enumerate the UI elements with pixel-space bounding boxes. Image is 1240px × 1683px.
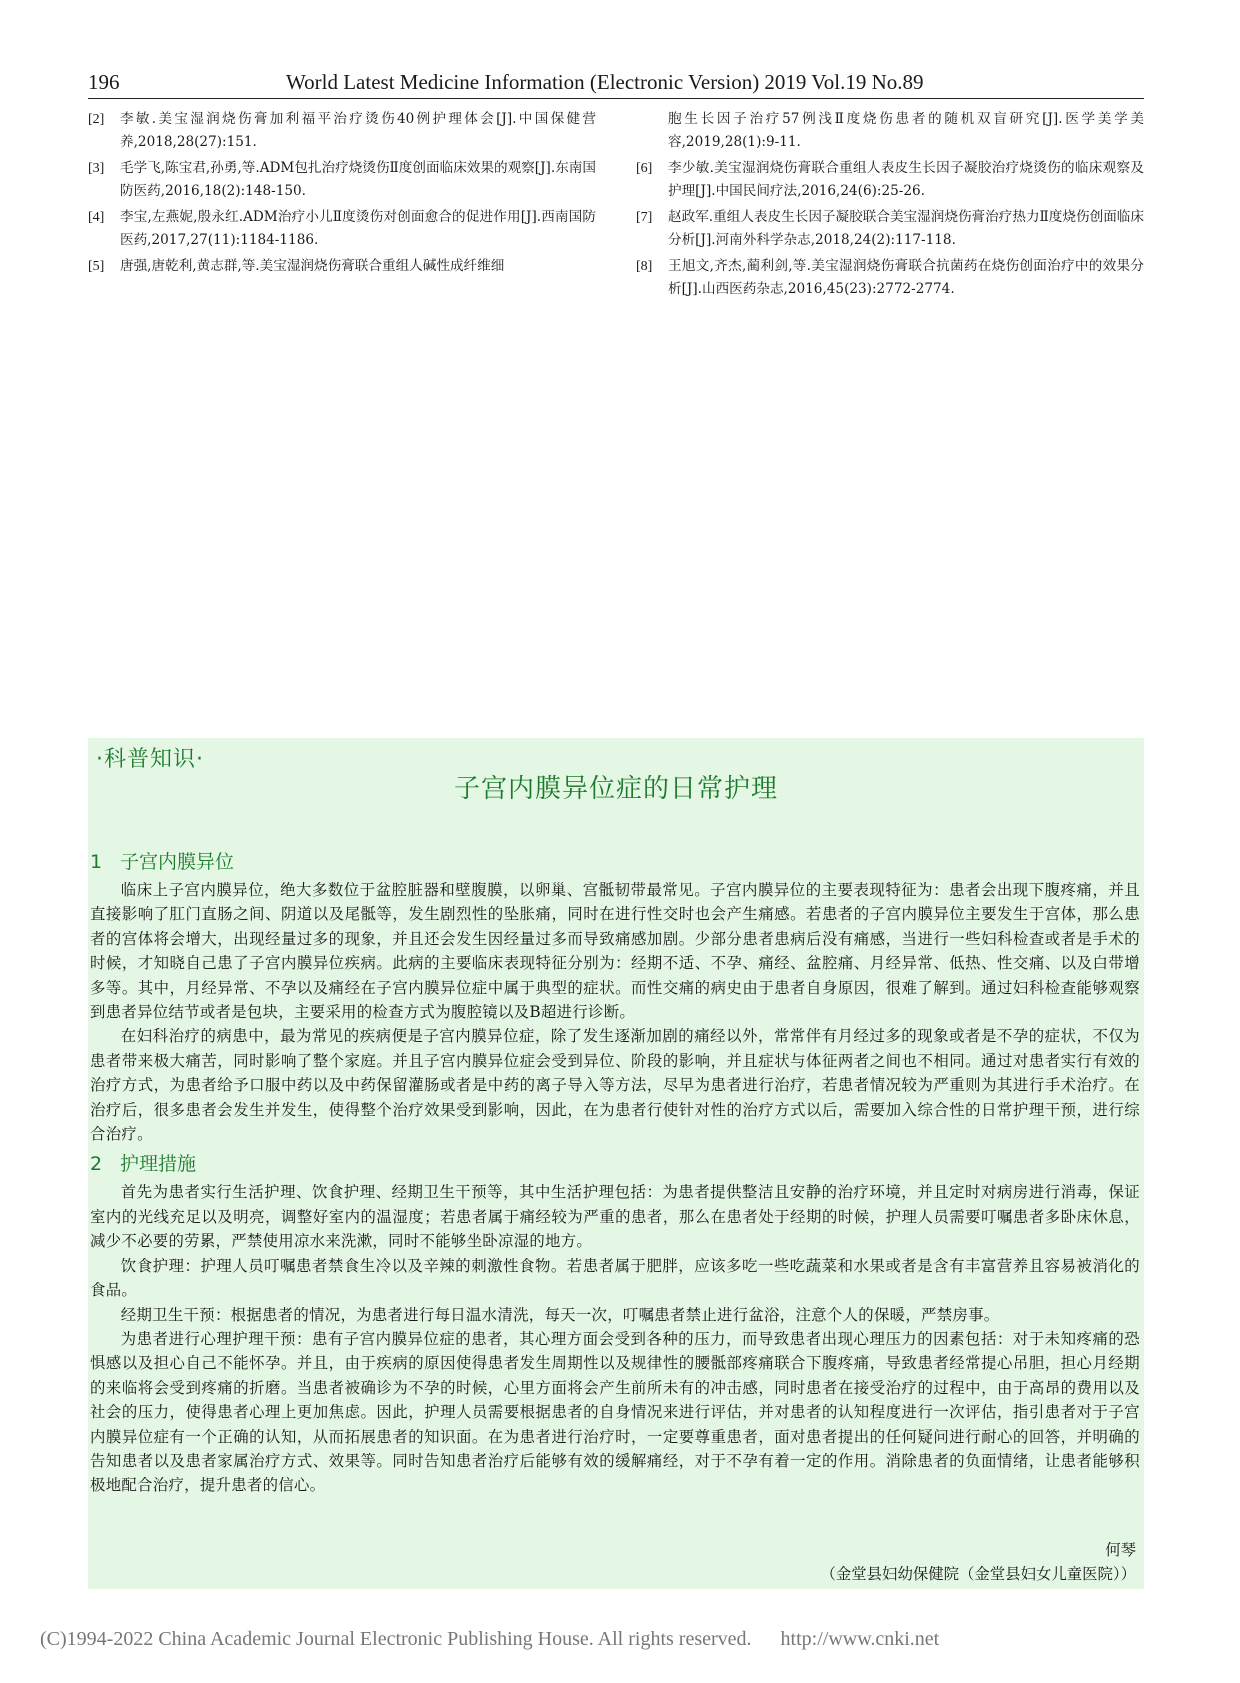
page-number: 196 <box>88 70 120 94</box>
article-title: 子宫内膜异位症的日常护理 <box>453 774 778 804</box>
paragraph: 首先为患者实行生活护理、饮食护理、经期卫生干预等，其中生活护理包括：为患者提供整洁且安静的治疗环境，并且定时对病房进行消毒，保证室内的光线充足以及明亮，调整好室内的温湿度；若患者属于痛经较为严重的患者，那么在患者处于经期的时候，护理人员需要叮嘱患者多卧床休息，减少不必要的劳累，严禁使用凉水来洗漱，同时不能够坐卧凉湿的地方。 <box>90 1183 1140 1251</box>
popular-science-article <box>88 738 1144 1589</box>
reference-number: [4] <box>88 210 105 225</box>
running-header <box>88 70 1144 96</box>
section-heading <box>90 1150 1140 1178</box>
reference-text: 李少敏.美宝湿润烧伤膏联合重组人表皮生长因子凝胶治疗烧烫伤的临床观察及护理[J].中国民间疗法,2016,24(6):25-26. <box>668 160 1144 199</box>
references-right-column <box>636 108 1144 304</box>
journal-title: World Latest Medicine Information (Electronic Version) 2019 Vol.19 No.89 <box>286 70 924 94</box>
reference-text: 李宝,左燕妮,殷永红.ADM治疗小儿Ⅱ度烫伤对创面愈合的促进作用[J].西南国防医药,2017,27(11):1184-1186. <box>120 209 596 248</box>
reference-continuation <box>636 108 1144 154</box>
author-signature <box>820 1538 1136 1586</box>
section-heading-text: 护理措施 <box>120 1153 197 1176</box>
reference-text: 李敏.美宝湿润烧伤膏加利福平治疗烫伤40例护理体会[J].中国保健营养,2018,28(27):151. <box>120 111 596 150</box>
paragraph: 为患者进行心理护理干预：患有子宫内膜异位症的患者，其心理方面会受到各种的压力，而导致患者出现心理压力的因素包括：对于未知疼痛的恐惧感以及担心自己不能怀孕。并且，由于疾病的原因使得患者发生周期性以及规律性的腰骶部疼痛联合下腹疼痛，导致患者经常提心吊胆，担心月经期的来临将会受到疼痛的折磨。当患者被确诊为不孕的时候，心里方面将会产生前所未有的冲击感，同时患者在接受治疗的过程中，由于高昂的费用以及社会的压力，使得患者心理上更加焦虑。因此，护理人员需要根据患者的自身情况来进行评估，并对患者的认知程度进行一次评估，指引患者对于子宫内膜异位症有一个正确的认知，从而拓展患者的知识面。在为患者进行治疗时，一定要尊重患者，面对患者提出的任何疑问进行耐心的回答，并明确的告知患者以及患者家属治疗方式、效果等。同时告知患者治疗后能够有效的缓解痛经，对于不孕有着一定的作用。消除患者的负面情绪，让患者能够积极地配合治疗，提升患者的信心。 <box>90 1329 1140 1495</box>
reference-item <box>88 108 596 154</box>
reference-item <box>88 255 596 278</box>
reference-item <box>636 206 1144 252</box>
reference-text: 毛学飞,陈宝君,孙勇,等.ADM包扎治疗烧烫伤Ⅱ度创面临床效果的观察[J].东南国防医药,2016,18(2):148-150. <box>120 160 596 199</box>
references-left-column <box>88 108 596 281</box>
author-name: 何琴 <box>1105 1541 1136 1559</box>
reference-number: [2] <box>88 112 105 127</box>
reference-number: [3] <box>88 161 105 176</box>
reference-item <box>636 157 1144 203</box>
reference-number: [5] <box>88 259 105 274</box>
section-heading-text: 子宫内膜异位 <box>120 851 235 873</box>
reference-number: [6] <box>636 161 653 176</box>
paragraph: 临床上子宫内膜异位，绝大多数位于盆腔脏器和壁腹膜，以卵巢、宫骶韧带最常见。子宫内膜异位的主要表现特征为：患者会出现下腹疼痛，并且直接影响了肛门直肠之间、阴道以及尾骶等，发生剧烈性的坠胀痛，同时在进行性交时也会产生痛感。若患者的子宫内膜异位主要发生于宫体，那么患者的宫体将会增大，出现经量过多的现象，并且还会发生因经量过多而导致痛感加剧。少部分患者患病后没有痛感，当进行一些妇科检查或者是手术的时候，才知晓自己患了子宫内膜异位疾病。此病的主要临床表现特征分别为：经期不适、不孕、痛经、盆腔痛、月经异常、低热、性交痛、以及白带增多等。其中，月经异常、不孕以及痛经在子宫内膜异位症中属于典型的症状。而性交痛的病史由于患者自身原因，很难了解到。通过妇科检查能够观察到患者异位结节或者是包块，主要采用的检查方式为腹腔镜以及B超进行诊断。 <box>90 881 1140 1022</box>
copyright-footer <box>40 1628 939 1651</box>
section-tag: ·科普知识· <box>96 747 204 772</box>
reference-text: 胞生长因子治疗57例浅Ⅱ度烧伤患者的随机双盲研究[J].医学美学美容,2019,28(1):9-11. <box>668 111 1144 150</box>
section-heading <box>90 848 1140 876</box>
reference-number: [8] <box>636 259 653 274</box>
paragraph: 在妇科治疗的病患中，最为常见的疾病便是子宫内膜异位症，除了发生逐渐加剧的痛经以外，常常伴有月经过多的现象或者是不孕的症状，不仅为患者带来极大痛苦，同时影响了整个家庭。并且子宫内膜异位症会受到异位、阶段的影响，并且症状与体征两者之间也不相同。通过对患者实行有效的治疗方式，为患者给予口服中药以及中药保留灌肠或者是中药的离子导入等方法，尽早为患者进行治疗，若患者情况较为严重则为其进行手术治疗。在治疗后，很多患者会发生并发生，使得整个治疗效果受到影响，因此，在为患者行使针对性的治疗方式以后，需要加入综合性的日常护理干预，进行综合治疗。 <box>90 1027 1140 1144</box>
header-rule <box>88 98 1144 99</box>
reference-item <box>636 255 1144 301</box>
footer-link[interactable]: http://www.cnki.net <box>780 1628 940 1650</box>
author-affiliation: （金堂县妇幼保健院（金堂县妇女儿童医院）） <box>820 1565 1136 1583</box>
reference-text: 赵政军.重组人表皮生长因子凝胶联合美宝湿润烧伤膏治疗热力Ⅱ度烧伤创面临床分析[J].河南外科学杂志,2018,24(2):117-118. <box>668 209 1144 248</box>
reference-text: 唐强,唐乾利,黄志群,等.美宝湿润烧伤膏联合重组人碱性成纤维细 <box>120 258 505 274</box>
copyright-text: (C)1994-2022 China Academic Journal Electronic Publishing House. All rights reserved. <box>40 1628 752 1650</box>
reference-number: [7] <box>636 210 653 225</box>
reference-text: 王旭文,齐杰,蔺利剑,等.美宝湿润烧伤膏联合抗菌药在烧伤创面治疗中的效果分析[J].山西医药杂志,2016,45(23):2772-2774. <box>668 258 1144 297</box>
article-body <box>90 844 1140 1498</box>
reference-item <box>88 206 596 252</box>
section-number: 1 <box>90 851 103 873</box>
reference-item <box>88 157 596 203</box>
paragraph: 饮食护理：护理人员叮嘱患者禁食生冷以及辛辣的刺激性食物。若患者属于肥胖，应该多吃一些吃蔬菜和水果或者是含有丰富营养且容易被消化的食品。 <box>90 1256 1140 1300</box>
section-number: 2 <box>90 1153 103 1176</box>
paragraph: 经期卫生干预：根据患者的情况，为患者进行每日温水清洗，每天一次，叮嘱患者禁止进行盆浴，注意个人的保暖，严禁房事。 <box>120 1305 1000 1324</box>
